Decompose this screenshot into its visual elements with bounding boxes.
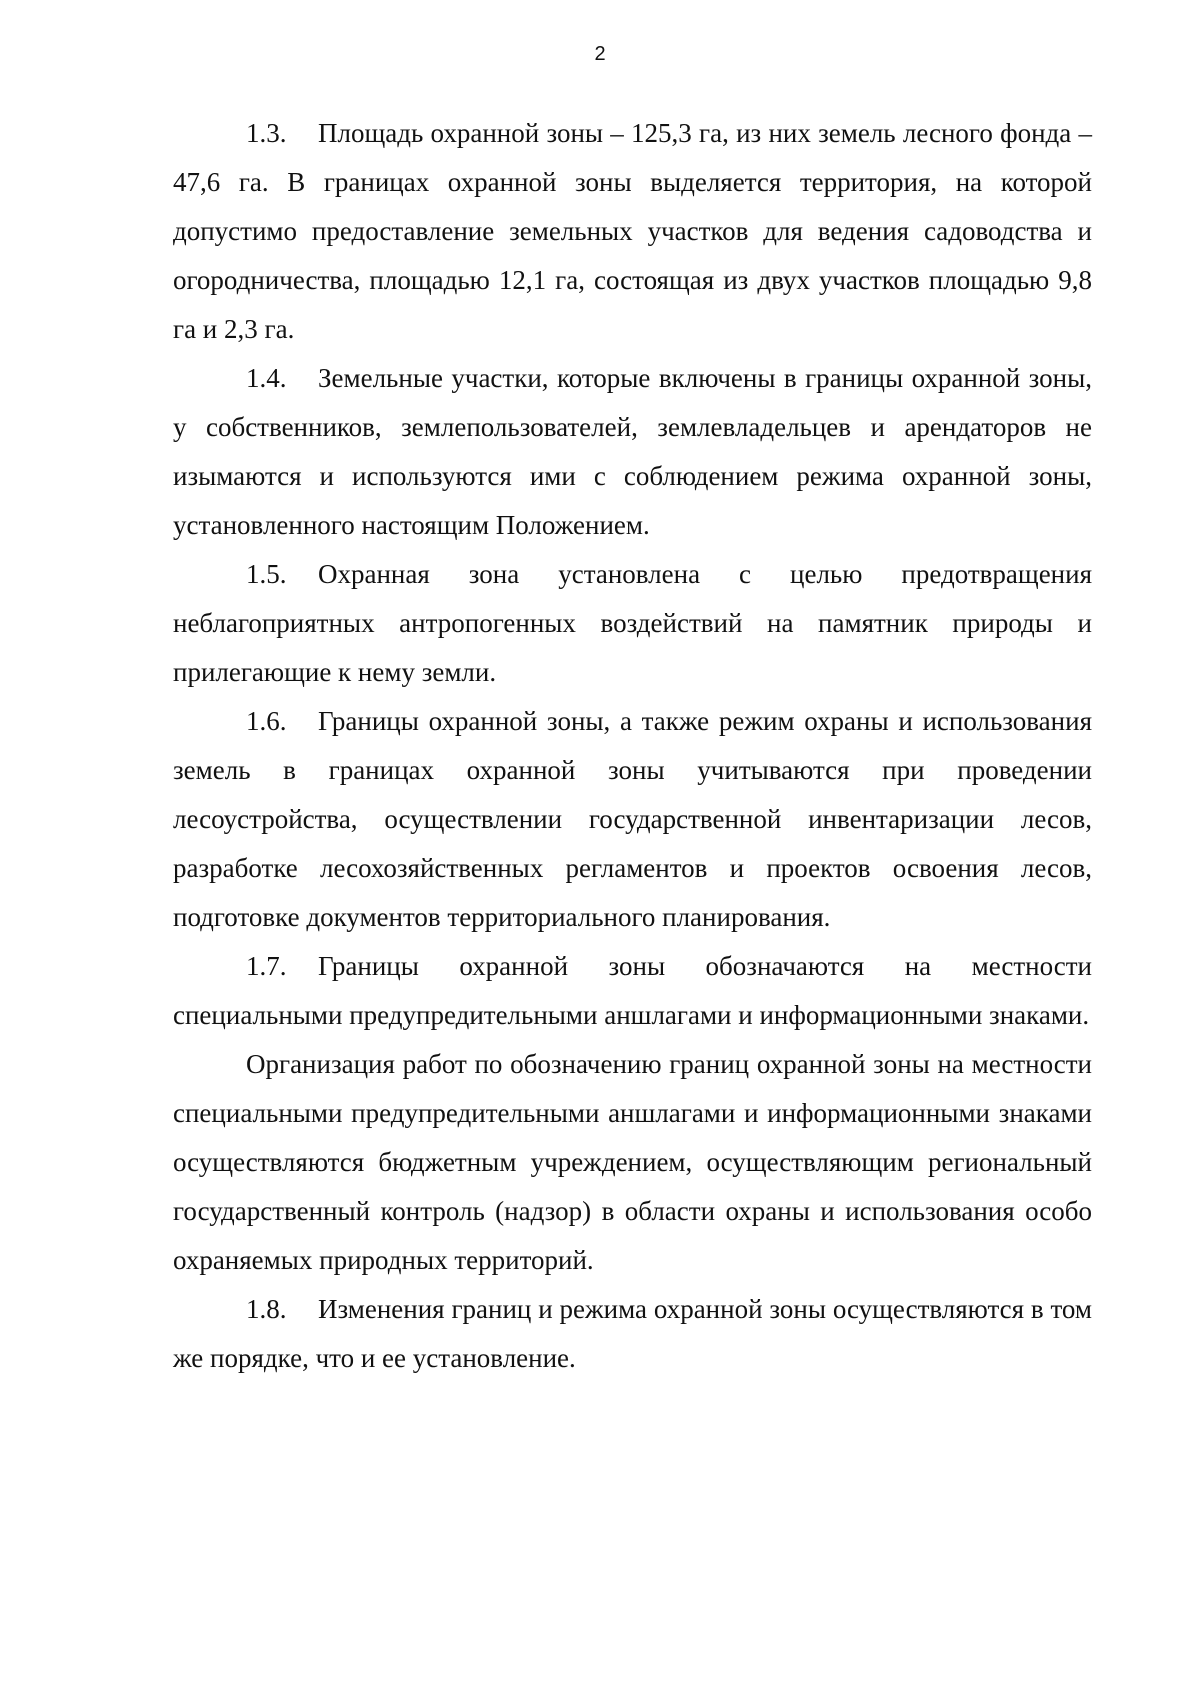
paragraph-1-5	[173, 550, 1092, 697]
paragraph-text: Охранная зона установлена с целью предотвращения неблагоприятных антропогенных воздействий на памятник природы и прилегающие к нему земли.	[173, 559, 1092, 687]
clause-number: 1.6.	[246, 706, 287, 736]
paragraph-text: Земельные участки, которые включены в границы охранной зоны, у собственников, землепользователей, землевладельцев и арендаторов не изымаются и используются ими с соблюдением режима охранной зоны, установленного настоящим Положением.	[173, 363, 1092, 540]
page-number: 2	[594, 43, 606, 65]
paragraph-1-7-continuation	[173, 1040, 1092, 1285]
paragraph-1-6	[173, 697, 1092, 942]
paragraph-1-3	[173, 109, 1092, 354]
clause-number: 1.3.	[246, 118, 287, 148]
paragraph-1-7	[173, 942, 1092, 1040]
paragraph-1-4	[173, 354, 1092, 550]
paragraph-text: Границы охранной зоны обозначаются на местности специальными предупредительными аншлагами и информационными знаками.	[173, 951, 1092, 1030]
document-body	[173, 109, 1092, 1383]
clause-number: 1.8.	[246, 1294, 287, 1324]
paragraph-text: Площадь охранной зоны – 125,3 га, из них земель лесного фонда – 47,6 га. В границах охранной зоны выделяется территория, на которой допустимо предоставление земельных участков для ведения садоводства и огородничества, площадью 12,1 га, состоящая из двух участков площадью 9,8 га и 2,3 га.	[173, 118, 1092, 344]
clause-number: 1.7.	[246, 951, 287, 981]
paragraph-text: Границы охранной зоны, а также режим охраны и использования земель в границах охранной зоны учитываются при проведении лесоустройства, осуществлении государственной инвентаризации лесов, разработке лесохозяйственных регламентов и проектов освоения лесов, подготовке документов территориального планирования.	[173, 706, 1092, 932]
paragraph-text: Изменения границ и режима охранной зоны осуществляются в том же порядке, что и ее установление.	[173, 1294, 1092, 1373]
clause-number: 1.4.	[246, 363, 287, 393]
paragraph-text: Организация работ по обозначению границ охранной зоны на местности специальными предупредительными аншлагами и информационными знаками осуществляются бюджетным учреждением, осуществляющим региональный государственный контроль (надзор) в области охраны и использования особо охраняемых природных территорий.	[173, 1049, 1092, 1275]
clause-number: 1.5.	[246, 559, 287, 589]
paragraph-1-8	[173, 1285, 1092, 1383]
